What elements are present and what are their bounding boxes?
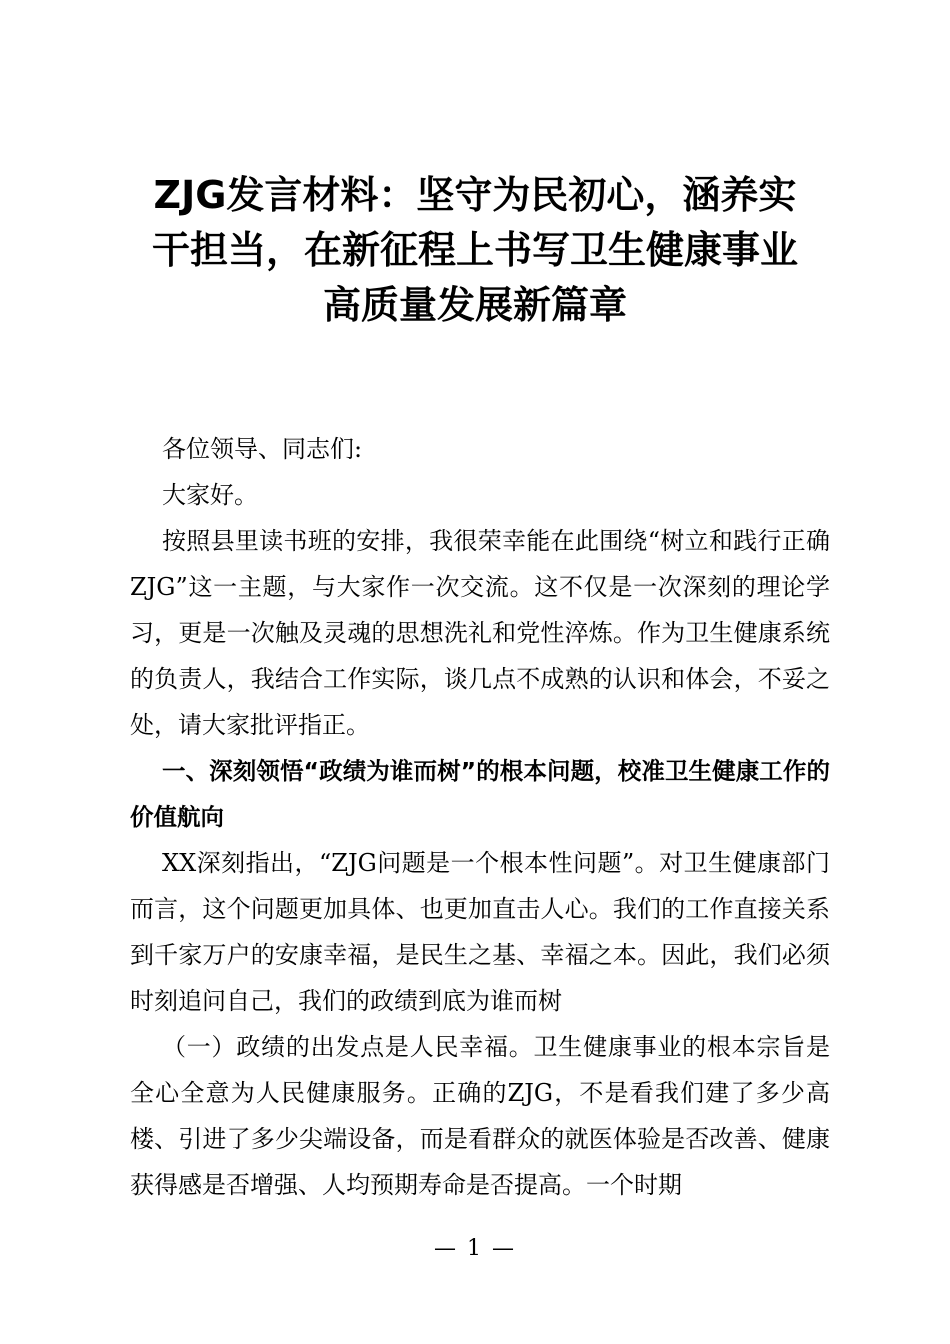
document-body [130, 426, 830, 1208]
greeting-paragraph: 各位领导、同志们: [162, 435, 363, 463]
subsection-paragraph-1: （一）政绩的出发点是人民幸福。卫生健康事业的根本宗旨是全心全意为人民健康服务。正确的ZJG，不是看我们建了多少高楼、引进了多少尖端设备，而是看群众的就医体验是否改善、健康获得感是否增强、人均预期寿命是否提高。一个时期 [130, 1033, 830, 1199]
title-line-1: ZJG发言材料：坚守为民初心，涵养实 [153, 173, 797, 217]
hello-paragraph: 大家好。 [162, 481, 258, 509]
title-line-2: 干担当，在新征程上书写卫生健康事业 [151, 228, 798, 272]
document-title [110, 168, 840, 333]
section-heading-1: 一、深刻领悟“政绩为谁而树”的根本问题，校准卫生健康工作的价值航向 [130, 757, 830, 831]
title-line-3: 高质量发展新篇章 [322, 283, 627, 327]
section-paragraph-1: XX深刻指出，“ZJG问题是一个根本性问题”。对卫生健康部门而言，这个问题更加具体、也更加直击人心。我们的工作直接关系到千家万户的安康幸福，是民生之基、幸福之本。因此，我们必须时刻追问自己，我们的政绩到底为谁而树 [130, 849, 830, 1015]
intro-paragraph: 按照县里读书班的安排，我很荣幸能在此围绕“树立和践行正确ZJG”这一主题，与大家作一次交流。这不仅是一次深刻的理论学习，更是一次触及灵魂的思想洗礼和党性淬炼。作为卫生健康系统的负责人，我结合工作实际，谈几点不成熟的认识和体会，不妥之处，请大家批评指正。 [130, 527, 830, 739]
page-number: — 1 — [434, 1236, 516, 1261]
